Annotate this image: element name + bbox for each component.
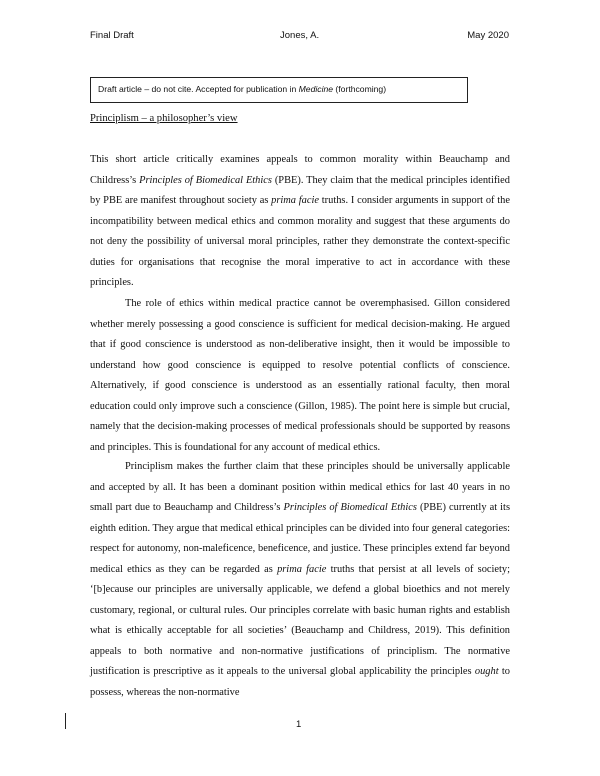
paragraph-2: The role of ethics within medical practice cannot be overemphasised. Gillon considered whether merely possessing a good conscience is sufficient for medical decision-making. He argued that if good conscience is understood as non-deliberative insight, then it would be impossible to understand how good conscience is equipped to resolve potential conflicts of conscience. Alternatively, if good conscience is understood as an essentially rational faculty, then moral education could only improve such a conscience (Gillon, 1985). The point here is simple but crucial, namely that the decision-making processes of medical professionals should be supported by reasons and principles. This is foundational for any account of medical ethics. <box>90 298 510 453</box>
notice-prefix: Draft article – do not cite. Accepted for publication in <box>98 84 299 94</box>
p3-book-title: Principles of Biomedical Ethics <box>283 502 417 513</box>
paragraph-1 <box>90 150 510 294</box>
p3-text-g: to possess, whereas the non-normative <box>90 666 510 698</box>
article-title: Principlism – a philosopher’s view <box>90 113 238 124</box>
p1-text-e: truths. I consider arguments in support of the incompatibility between medical ethics and common morality and suggest that these arguments do not deny the possibility of universal moral principles, rather they demonstrate the context-specific duties for organisations that recognise the moral imperative to act in accordance with these principles. <box>90 195 510 288</box>
notice-journal: Medicine <box>298 84 334 94</box>
p3-prima-facie: prima facie <box>277 563 327 575</box>
draft-notice-box <box>90 77 468 103</box>
p3-text-a: Principlism makes the further claim that these principles should be universally applicable and accepted by all. It has been a dominant position within medical ethics for last 40 years in no small part due to Beauchamp and Childress’s <box>90 461 510 513</box>
p3-ought: ought <box>474 666 499 677</box>
paragraph-3 <box>90 457 510 703</box>
header-left: Final Draft <box>90 30 134 41</box>
text-cursor-bar <box>65 713 66 729</box>
header-author: Jones, A. <box>280 30 320 41</box>
page-number: 1 <box>296 719 302 730</box>
header-date: May 2020 <box>467 30 509 41</box>
p3-text-c: (PBE) currently at its eighth edition. They argue that medical ethical principles can be divided into four general categories: respect for autonomy, non-maleficence, beneficence, and justice. These principles extend far beyond medical ethics as they can be regarded as <box>90 502 510 575</box>
p1-book-title: Principles of Biomedical Ethics <box>139 174 272 186</box>
p1-prima-facie: prima facie <box>271 195 319 206</box>
p1-text-a: This short article critically examines appeals to common morality within Beauchamp and Childress’s <box>90 154 510 186</box>
notice-suffix: (forthcoming) <box>333 84 387 94</box>
p3-text-e: truths that persist at all levels of society; ‘[b]ecause our principles are universally applicable, we defend a global bioethics and not merely customary, regional, or cultural rules. Our principles correlate with basic human rights and establish what is ethically acceptable for all societies’ (Beauchamp and Childress, 2019). This definition appeals to both normative and non-normative justifications of principlism. The normative justification is prescriptive as it appeals to the universal global applicability the principles <box>90 563 510 677</box>
p1-text-c: (PBE). They claim that the medical principles identified by PBE are manifest throughout society as <box>90 174 510 206</box>
